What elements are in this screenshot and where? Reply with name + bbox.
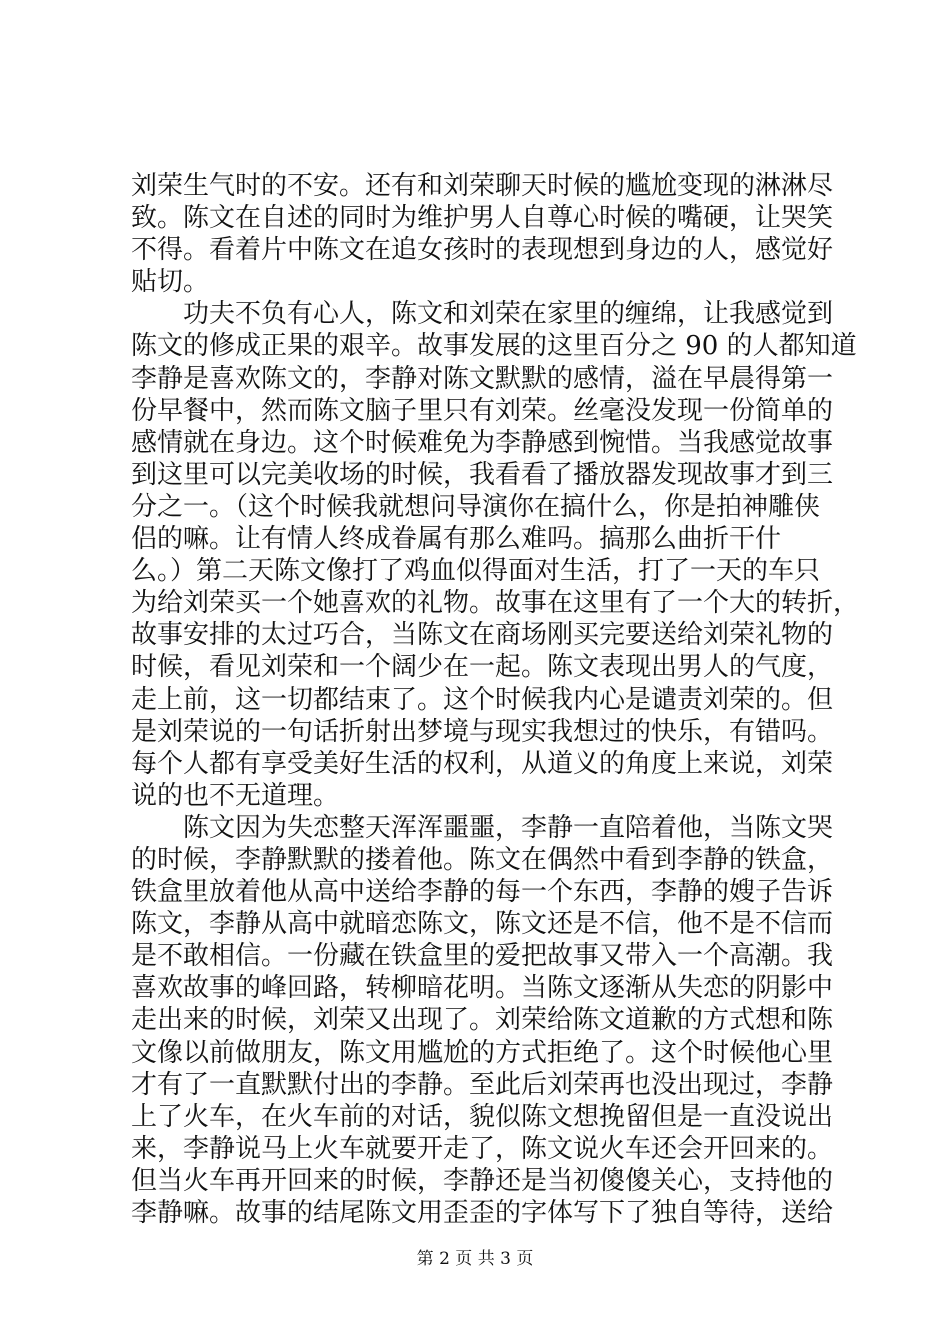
text-line: 李静是喜欢陈文的，李静对陈文默默的感情，溢在早晨得第一 bbox=[131, 363, 834, 394]
text-line: 刘荣生气时的不安。还有和刘荣聊天时候的尴尬变现的淋淋尽 bbox=[131, 171, 834, 201]
text-line: 说的也不无道理。 bbox=[131, 780, 340, 811]
page-footer bbox=[0, 1244, 950, 1269]
text-line: 分之一。（这个时候我就想问导演你在搞什么，你是拍神雕侠 bbox=[131, 491, 821, 522]
text-line: 文像以前做朋友，陈文用尴尬的方式拒绝了。这个时候他心里 bbox=[131, 1037, 834, 1068]
text-line: 为给刘荣买一个她喜欢的礼物。故事在这里有了一个大的转折， bbox=[131, 588, 860, 619]
text-line: 份早餐中，然而陈文脑子里只有刘荣。丝毫没发现一份简单的 bbox=[131, 395, 834, 426]
text-line: 陈文因为失恋整天浑浑噩噩，李静一直陪着他，当陈文哭 bbox=[131, 812, 834, 843]
text-line: 是刘荣说的一句话折射出梦境与现实我想过的快乐，有错吗。 bbox=[131, 716, 834, 747]
text-line: 的时候，李静默默的搂着他。陈文在偶然中看到李静的铁盒， bbox=[131, 844, 834, 875]
text-line: 走出来的时候，刘荣又出现了。刘荣给陈文道歉的方式想和陈 bbox=[131, 1005, 834, 1036]
text-line: 喜欢故事的峰回路，转柳暗花明。当陈文逐渐从失恋的阴影中 bbox=[131, 973, 834, 1004]
text-line: 是不敢相信。一份藏在铁盒里的爱把故事又带入一个高潮。我 bbox=[131, 941, 834, 972]
text-line: 但当火车再开回来的时候，李静还是当初傻傻关心，支持他的 bbox=[131, 1165, 834, 1196]
text-line: 每个人都有享受美好生活的权利，从道义的角度上来说，刘荣 bbox=[131, 748, 834, 779]
body-text bbox=[131, 170, 860, 1229]
text-line: 来，李静说马上火车就要开走了，陈文说火车还会开回来的。 bbox=[131, 1133, 834, 1164]
text-line: 致。陈文在自述的同时为维护男人自尊心时候的嘴硬，让哭笑 bbox=[131, 203, 834, 234]
text-line: 时候，看见刘荣和一个阔少在一起。陈文表现出男人的气度， bbox=[131, 652, 834, 683]
text-line: 陈文的修成正果的艰辛。故事发展的这里百分之 90 的人都知道 bbox=[131, 331, 857, 362]
text-line: 贴切。 bbox=[131, 267, 210, 298]
text-line: 上了火车，在火车前的对话，貌似陈文想挽留但是一直没说出 bbox=[131, 1101, 834, 1132]
text-line: 李静嘛。故事的结尾陈文用歪歪的字体写下了独自等待，送给 bbox=[131, 1198, 834, 1228]
text-line: 才有了一直默默付出的李静。至此后刘荣再也没出现过，李静 bbox=[131, 1069, 834, 1100]
text-line: 不得。看着片中陈文在追女孩时的表现想到身边的人，感觉好 bbox=[131, 235, 834, 266]
text-line: 到这里可以完美收场的时候，我看看了播放器发现故事才到三 bbox=[131, 459, 834, 490]
text-line: 铁盒里放着他从高中送给李静的每一个东西，李静的嫂子告诉 bbox=[131, 877, 834, 908]
page-indicator: 第 2 页 共 3 页 bbox=[416, 1249, 534, 1269]
text-line: 么。）第二天陈文像打了鸡血似得面对生活，打了一天的车只 bbox=[131, 556, 821, 587]
text-line: 功夫不负有心人，陈文和刘荣在家里的缠绵，让我感觉到 bbox=[131, 299, 834, 330]
text-line: 故事安排的太过巧合，当陈文在商场刚买完要送给刘荣礼物的 bbox=[131, 620, 834, 651]
text-line: 走上前，这一切都结束了。这个时候我内心是谴责刘荣的。但 bbox=[131, 684, 834, 715]
text-line: 感情就在身边。这个时候难免为李静感到惋惜。当我感觉故事 bbox=[131, 427, 834, 458]
text-line: 陈文，李静从高中就暗恋陈文，陈文还是不信，他不是不信而 bbox=[131, 909, 834, 940]
text-line: 侣的嘛。让有情人终成眷属有那么难吗。搞那么曲折干什 bbox=[131, 524, 782, 555]
